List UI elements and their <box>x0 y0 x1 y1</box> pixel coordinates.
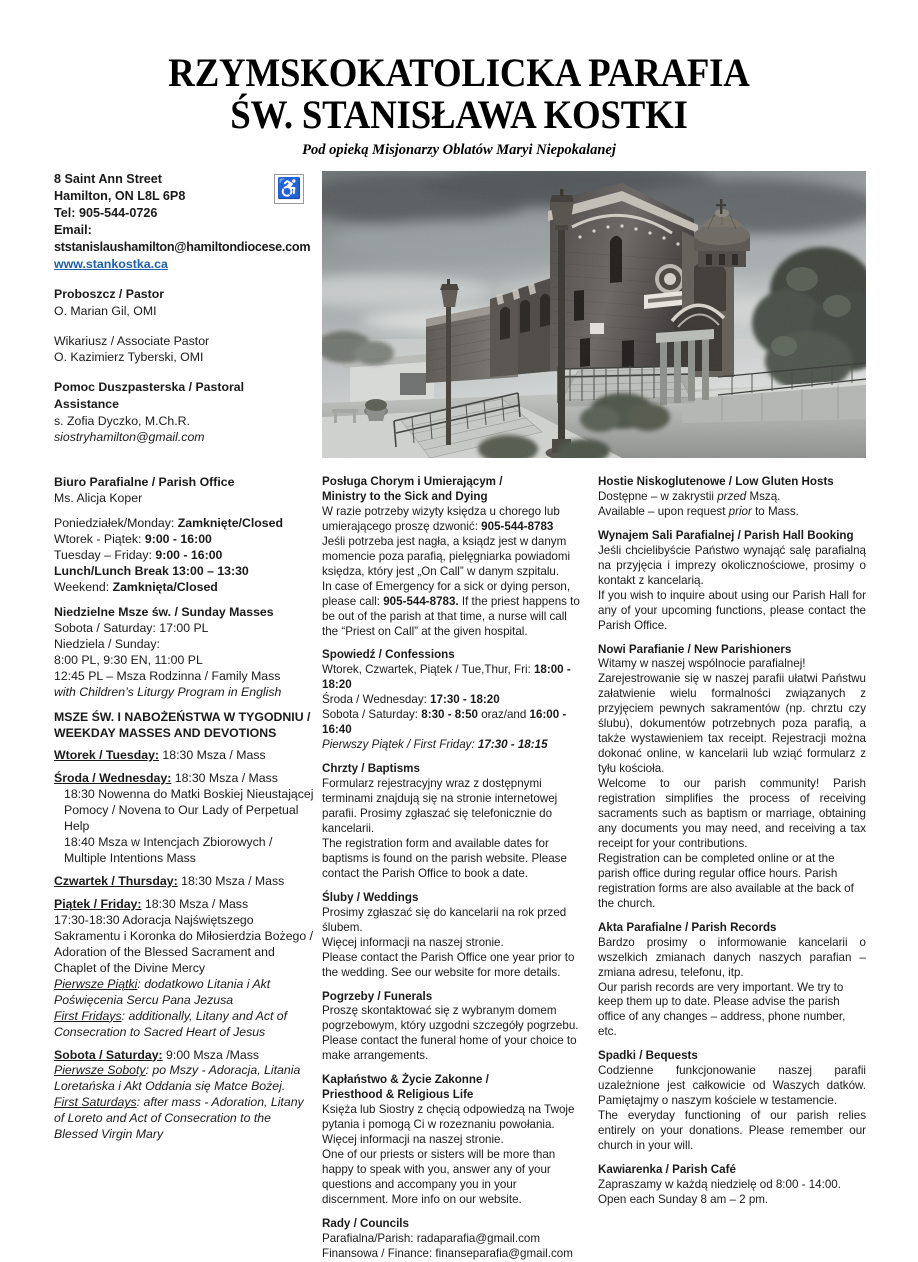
ministry-sick-en-text-2: If the priest happens to be out of the parish at that time, a nurse will call the “Priest on Call” at the given hospital. <box>322 594 580 638</box>
telephone: Tel: 905-544-0726 <box>54 206 158 221</box>
funerals-section <box>322 990 584 1065</box>
tuesday-time: 18:30 Msza / Mass <box>159 747 266 762</box>
ministry-sick-en-text: In case of Emergency for a sick or dying person, please call: <box>322 579 571 608</box>
first-fridays-en-text: : additionally, Litany and Act of Consecration to Sacred Heart of Jesus <box>54 1008 288 1039</box>
street-address: 8 Saint Ann Street <box>54 171 162 186</box>
wheelchair-icon: ♿ <box>274 174 304 204</box>
bequests-pl: Codzienne funkcjonowanie naszej parafii uzależnione jest całkowicie od Waszych datków. Pamiętajmy o naszym kościele w testamencie. <box>598 1064 866 1108</box>
saturday-time: 9:00 Msza /Mass <box>162 1047 259 1062</box>
weddings-pl-2: Więcej informacji na naszej stronie. <box>322 935 504 949</box>
parish-records-en: Our parish records are very important. We try to keep them up to date. Please advise the parish office of any changes – address, phone number, etc. <box>598 980 846 1039</box>
bequests-section <box>598 1049 866 1154</box>
first-fridays-pl <box>54 977 316 1009</box>
vocations-en: One of our priests or sisters will be more than happy to speak with you, answer any of your questions and accompany you in your discernment. More info on our website. <box>322 1148 556 1206</box>
wednesday-label: Środa / Wednesday: <box>54 770 172 785</box>
saturday-vigil-mass: Sobota / Saturday: 17:00 PL <box>54 620 209 635</box>
weddings-section <box>322 891 584 981</box>
vocations-heading-line2: Priesthood & Religious Life <box>322 1088 474 1102</box>
contact-column <box>54 171 316 446</box>
saturday-label: Sobota / Saturday: <box>54 1047 163 1062</box>
pastor-name: O. Marian Gil, OMI <box>54 303 157 318</box>
thursday-row <box>54 874 316 890</box>
parish-office-staff: Ms. Alicja Koper <box>54 490 143 505</box>
low-gluten-heading: Hostie Niskoglutenowe / Low Gluten Hosts <box>598 475 834 488</box>
office-hours-day: Tuesday – Friday: <box>54 547 156 562</box>
parish-office-heading: Biuro Parafialne / Parish Office <box>54 475 235 489</box>
sunday-label: Niedziela / Sunday: <box>54 636 160 651</box>
baptisms-heading: Chrzty / Baptisms <box>322 762 420 776</box>
first-fridays-pl-text: : dodatkowo Litania i Akt Poświęcenia Sercu Pana Jezusa <box>54 976 271 1007</box>
funerals-pl: Proszę skontaktować się z wybranym domem pogrzebowym, który uzgodni szczegóły pogrzebu. <box>322 1004 579 1033</box>
tuesday-row <box>54 748 316 764</box>
office-hours-time: Zamknięte/Closed <box>177 515 283 530</box>
parish-records-pl: Bardzo prosimy o informowanie kancelarii o wszelkich zmianach danych naszych parafian – zmiana adresu, telefonu, itp. <box>598 935 866 979</box>
pastoral-heading-line2: Assistance <box>54 396 119 411</box>
column-left <box>54 475 316 1143</box>
first-saturdays-en <box>54 1095 316 1143</box>
hall-booking-heading: Wynajem Sali Parafialnej / Parish Hall Booking <box>598 528 854 542</box>
sunday-mass-times: 8:00 PL, 9:30 EN, 11:00 PL <box>54 652 203 667</box>
parish-records-heading: Akta Parafialne / Parish Records <box>598 920 777 934</box>
city-postal: Hamilton, ON L8L 6P8 <box>54 188 186 203</box>
confession-time: 8:30 - 8:50 <box>421 708 478 722</box>
baptisms-pl: Formularz rejestracyjny wraz z dostępnymi terminami znajdują się na stronie internetowej parafii. Prosimy zgłaszać się telefonicznie do kancelarii. <box>322 777 558 835</box>
first-fridays-en <box>54 1009 316 1041</box>
ministry-sick-en <box>322 580 584 640</box>
confession-time: 18:00 - 18:20 <box>322 663 571 692</box>
parish-subtitle: Pod opieką Misjonarzy Oblatów Maryi Niepokalanej <box>302 141 616 158</box>
first-fridays-pl-label: Pierwsze Piątki <box>54 976 138 991</box>
weekday-heading-line1: MSZE ŚW. I NABOŻEŃSTWA W TYGODNIU / <box>54 709 311 724</box>
tuesday-label: Wtorek / Tuesday: <box>54 747 159 762</box>
confession-row <box>322 708 584 738</box>
pastoral-assistant-name: s. Zofia Dyczko, M.Ch.R. <box>54 413 190 428</box>
sunday-masses-section <box>54 605 316 701</box>
bequests-en: The everyday functioning of our parish relies entirely on your donations. Please remember our church in your will. <box>598 1109 866 1153</box>
baptisms-en: The registration form and available dates for baptisms is found on the parish website. Please contact the Parish Office to book a date. <box>322 836 567 880</box>
pastor-block <box>54 286 316 319</box>
office-hours-row <box>54 564 316 580</box>
ministry-sick-pl-2: Jeśli potrzeba jest nagła, a ksiądz jest w danym momencie poza parafią, pielęgniarka powiadomi księdza, który jest „On Call” w danym szpitalu. <box>322 534 571 578</box>
ministry-sick-phone-pl: 905-544-8783 <box>481 519 554 533</box>
wednesday-intentions: 18:40 Msza w Intencjach Zbiorowych / Multiple Intentions Mass <box>64 834 273 865</box>
low-gluten-pl-b: Mszą. <box>746 489 781 503</box>
office-lunch-break: Lunch/Lunch Break 13:00 – 13:30 <box>54 563 249 578</box>
church-photograph <box>322 171 866 458</box>
hall-booking-section <box>598 529 866 634</box>
low-gluten-pl <box>598 490 866 505</box>
office-hours-row <box>54 580 316 596</box>
confession-time: 17:30 - 18:20 <box>430 693 500 707</box>
office-hours-row <box>54 532 316 548</box>
church-photo-svg <box>322 171 866 458</box>
thursday-time: 18:30 Msza / Mass <box>177 873 285 888</box>
parish-cafe-en: Open each Sunday 8 am – 2 pm. <box>598 1192 769 1206</box>
first-saturdays-en-text: : after mass - Adoration, Litany of Loreto and Act of Consecration to the Blessed Virgin Mary <box>54 1095 304 1142</box>
office-hours-time: 9:00 - 16:00 <box>144 531 212 546</box>
weddings-heading: Śluby / Weddings <box>322 890 419 904</box>
ministry-sick-phone-en: 905-544-8783. <box>383 594 459 608</box>
office-hours-section <box>54 516 316 596</box>
new-parishioners-heading: Nowi Parafianie / New Parishioners <box>598 642 792 656</box>
wednesday-novena: 18:30 Nowenna do Matki Boskiej Nieustającej Pomocy / Novena to Our Lady of Perpetual Help <box>64 786 314 833</box>
column-middle <box>322 475 584 1262</box>
first-saturdays-en-label: First Saturdays <box>54 1095 137 1110</box>
ministry-sick-pl-text: W razie potrzeby wizyty księdza u chorego lub umierającego proszę dzwonić: <box>322 504 560 533</box>
pastor-heading: Proboszcz / Pastor <box>54 287 165 302</box>
confession-days: Środa / Wednesday: <box>322 693 431 707</box>
saturday-row <box>54 1048 316 1064</box>
first-saturdays-pl <box>54 1063 316 1095</box>
thursday-label: Czwartek / Thursday: <box>54 873 178 888</box>
associate-pastor-heading: Wikariusz / Associate Pastor <box>54 333 210 348</box>
vocations-heading-line1: Kapłaństwo & Życie Zakonne / <box>322 1073 489 1087</box>
first-fridays-en-label: First Fridays <box>54 1008 122 1023</box>
weekday-masses-section <box>54 710 316 1144</box>
content-columns <box>0 475 918 1260</box>
friday-time: 18:30 Msza / Mass <box>141 896 249 911</box>
email-label: Email: <box>54 223 92 238</box>
wednesday-time: 18:30 Msza / Mass <box>171 770 278 785</box>
office-hours-day: Wtorek - Piątek: <box>54 531 145 546</box>
weddings-pl-1: Prosimy zgłaszać się do kancelarii na rok przed ślubem. <box>322 905 567 934</box>
column-right <box>598 475 866 1208</box>
councils-heading: Rady / Councils <box>322 1216 409 1230</box>
wednesday-row <box>54 771 316 787</box>
page-header <box>0 0 918 159</box>
funerals-en: Please contact the funeral home of your choice to make arrangements. <box>322 1034 577 1063</box>
low-gluten-en <box>598 505 866 520</box>
new-parishioners-welcome-pl: Witamy w naszej wspólnocie parafialnej! <box>598 657 806 671</box>
office-hours-row <box>54 548 316 564</box>
confession-row <box>322 663 584 693</box>
parish-records-section <box>598 921 866 1041</box>
confession-time-2: 16:00 - 16:40 <box>322 708 567 737</box>
funerals-heading: Pogrzeby / Funerals <box>322 989 433 1003</box>
parish-title-line-1: RZYMSKOKATOLICKA PARAFIA <box>168 50 750 95</box>
associate-pastor-block <box>54 333 316 366</box>
new-parishioners-en-1: Welcome to our parish community! Parish registration simplifies the process of receiving sacraments such as baptism or marriage, obtaining any documents you may need, and receiving a tax receipt for your contributions. <box>598 777 866 850</box>
hall-booking-en: If you wish to inquire about using our Parish Hall for any of your upcoming functions, please contact the Parish Office. <box>598 588 866 632</box>
office-hours-day: Poniedziałek/Monday: <box>54 515 178 530</box>
pastoral-assistant-email: siostryhamilton@gmail.com <box>54 430 205 445</box>
low-gluten-pl-a: Dostępne – w zakrystii <box>598 489 718 503</box>
vocations-pl-1: Księża lub Siostry z chęcią odpowiedzą na Twoje pytania i pomogą Ci w rozeznaniu powołania. <box>322 1103 575 1132</box>
first-saturdays-pl-label: Pierwsze Soboty <box>54 1063 146 1078</box>
weekday-heading-line2: WEEKDAY MASSES AND DEVOTIONS <box>54 725 277 740</box>
bequests-heading: Spadki / Bequests <box>598 1049 698 1063</box>
pastoral-assistance-block <box>54 379 316 446</box>
confessions-section <box>322 648 584 753</box>
baptisms-section <box>322 762 584 882</box>
ministry-sick-heading-line2: Ministry to the Sick and Dying <box>322 489 488 503</box>
ministry-sick-heading-line1: Posługa Chorym i Umierającym / <box>322 475 503 488</box>
associate-pastor-name: O. Kazimierz Tyberski, OMI <box>54 350 204 365</box>
top-block <box>0 171 918 463</box>
parish-cafe-section <box>598 1163 866 1208</box>
sunday-masses-heading: Niedzielne Msze św. / Sunday Masses <box>54 604 274 619</box>
family-mass: 12:45 PL – Msza Rodzinna / Family Mass <box>54 668 281 683</box>
office-hours-day: Weekend: <box>54 579 113 594</box>
confession-row <box>322 693 584 708</box>
friday-label: Piątek / Friday: <box>54 896 142 911</box>
family-mass-note: with Children’s Liturgy Program in English <box>54 684 282 699</box>
confession-days: Sobota / Saturday: <box>322 708 422 722</box>
first-saturdays-pl-text: : po Mszy - Adoracja, Litania Loretańska i Akt Oddania się Matce Bożej. <box>54 1063 301 1094</box>
parish-council-email: Parafialna/Parish: radaparafia@gmail.com <box>322 1231 540 1245</box>
new-parishioners-en-2: Registration can be completed online or at the parish office during regular office hours. Parish registration forms are also available at the back of the church. <box>598 851 854 910</box>
office-hours-time: Zamknięta/Closed <box>112 579 218 594</box>
parish-cafe-heading: Kawiarenka / Parish Café <box>598 1162 736 1176</box>
email-address: ststanislaushamilton@hamiltondiocese.com <box>54 240 311 255</box>
hall-booking-pl: Jeśli chcielibyście Państwo wynająć salę parafialną na przyjęcia i imprezy okolicznościowe, prosimy o kontakt z kancelarią. <box>598 543 866 587</box>
parish-office-section <box>54 475 316 507</box>
parish-cafe-pl: Zapraszamy w każdą niedzielę od 8:00 - 14:00. <box>598 1177 841 1191</box>
confession-conjunction: oraz/and <box>477 708 530 722</box>
ministry-sick-section <box>322 475 584 639</box>
councils-section <box>322 1217 584 1262</box>
weddings-en: Please contact the Parish Office one year prior to the wedding. See our website for more details. <box>322 950 575 979</box>
low-gluten-en-a: Available – upon request <box>598 504 729 518</box>
first-friday-confession-time: 17:30 - 18:15 <box>477 738 548 752</box>
ministry-sick-pl-1 <box>322 505 584 535</box>
new-parishioners-section <box>598 643 866 912</box>
low-gluten-en-b: to Mass. <box>751 504 799 518</box>
confessions-heading: Spowiedź / Confessions <box>322 648 455 662</box>
pastoral-heading-line1: Pomoc Duszpasterska / Pastoral <box>54 380 244 395</box>
confession-first-friday <box>322 738 584 753</box>
low-gluten-section <box>598 475 866 520</box>
office-hours-time: 9:00 - 16:00 <box>155 547 223 562</box>
website-link[interactable]: www.stankostka.ca <box>54 257 168 272</box>
vocations-pl-2: Więcej informacji na naszej stronie. <box>322 1133 504 1147</box>
first-friday-confession-label: Pierwszy Piątek / First Friday: <box>322 738 478 752</box>
parish-title-line-2: ŚW. STANISŁAWA KOSTKI <box>230 92 688 138</box>
low-gluten-en-emph: prior <box>728 504 752 518</box>
friday-adoration: 17:30-18:30 Adoracja Najświętszego Sakramentu i Koronka do Miłosierdzia Bożego / Adoration of the Blessed Sacrament and Chaplet of the Divine Mercy <box>54 912 314 975</box>
friday-row <box>54 897 316 913</box>
new-parishioners-pl: Zarejestrowanie się w naszej parafii ułatwi Państwu załatwienie wielu formalności związanych z przyjęciem pewnych sakramentów (np. chrztu czy ślubu), dokumentów potrzebnych poza parafią, a także wystawieniem tax receipt. Rejestracji można dokonać online, w kancelarii lub wziąć formularz z tyłu kościoła. <box>598 672 866 776</box>
confession-days: Wtorek, Czwartek, Piątek / Tue,Thur, Fri: <box>322 663 534 677</box>
office-hours-row <box>54 516 316 532</box>
low-gluten-pl-emph: przed <box>717 489 747 503</box>
finance-council-email: Finansowa / Finance: finanseparafia@gmail.com <box>322 1246 573 1260</box>
